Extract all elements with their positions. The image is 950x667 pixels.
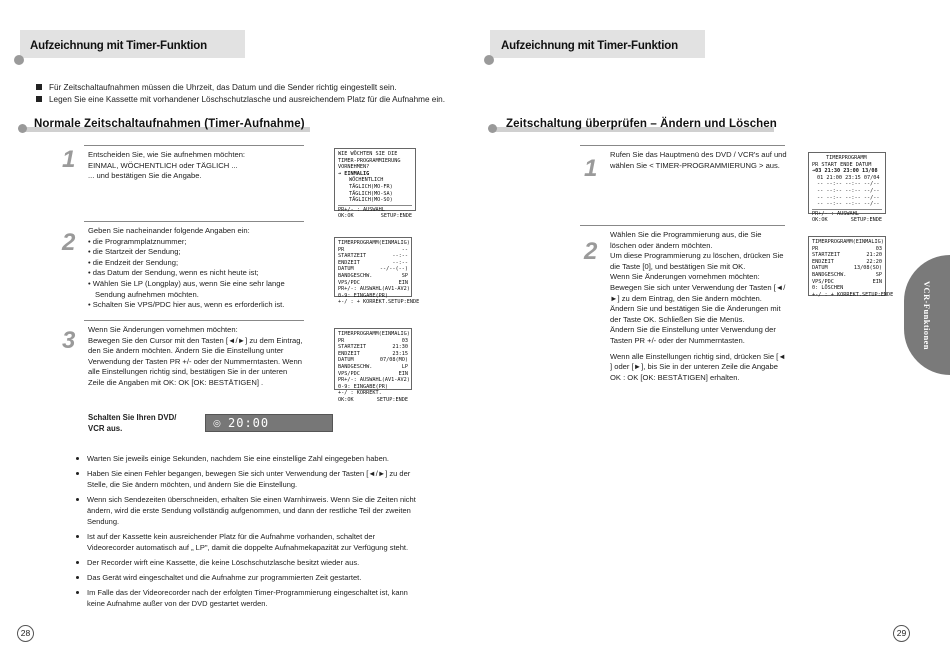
page-number-right: 29	[893, 625, 910, 642]
left-header-dot	[14, 55, 24, 65]
step-number: 2	[584, 238, 598, 265]
step-divider	[84, 221, 304, 222]
dot-bullet-icon	[76, 561, 79, 564]
arrow-right-icon: ➜	[338, 170, 345, 177]
arrow-right-icon: ➜	[812, 168, 816, 175]
list-item: Das Gerät wird eingeschaltet und die Aufnahme zur programmierten Zeit gestartet.	[76, 572, 416, 583]
step-3-text: Wenn Sie Änderungen vornehmen möchten: Bewegen Sie den Cursor mit den Tasten [◄/►] zu dem Eintrag, den Sie ändern möchten. Ändern Sie die Einstellung unter Verwendung der Tasten PR +/- oder der Nummerntasten. Wenn alle Einstellungen richtig sind, bestätigen Sie in der unteren Zeile die Angaben mit OK: OK [OK: BESTÄTIGEN] .	[88, 325, 303, 387]
intro-bullet: Für Zeitschaltaufnahmen müssen die Uhrzeit, das Datum und die Sender richtig eingestellt sein.	[36, 82, 397, 94]
osd-screen-timer-list: TIMERPROGRAMM PR START ENDE DATUM ➜03 21:30 23:00 13/08 01 21:00 23:15 07/04 -- --:-- --:-- --/-- -- --:-- --:-- --/-- -- --:-- --:-- --/-- -- --:-- --:-- --/-- PR+/- : AUSWAHL OK:OK SETUP:ENDE	[808, 152, 886, 214]
dot-bullet-icon	[76, 472, 79, 475]
list-item: Warten Sie jeweils einige Sekunden, nachdem Sie eine einstellige Zahl eingegeben haben.	[76, 453, 416, 464]
osd-screen-timer-edit: TIMERPROGRAMM(EINMALIG) PR 03 STARTZEIT 21:20 ENDZEIT 22:20 DATUM 13/08(SO) BANDGESCHW. SP VPS/PDC EIN 0: LÖSCHEN +-/ : + KORREKT. SETUP:ENDE	[808, 236, 886, 296]
page-number-left: 28	[17, 625, 34, 642]
left-section-dot	[18, 124, 27, 133]
list-item: Im Falle das der Videorecorder nach der erfolgten Timer-Programmierung eingeschaltet ist, kann keine Aufnahme außer von der DVD gestartet werden.	[76, 587, 416, 609]
timer-clock-icon: ◎	[213, 418, 221, 428]
square-bullet-icon	[36, 84, 42, 90]
right-step-2-text: Wählen Sie die Programmierung aus, die Sie löschen oder ändern möchten. Um diese Programmierung zu löschen, drücken Sie die Taste [0], und bestätigen Sie mit OK. Wenn Sie Änderungen vornehmen möchten: Bewegen Sie sich unter Verwendung der Tasten [◄/►] zu dem Eintrag, den Sie ändern möchten. Ändern Sie und bestätigen Sie die Änderungen mit der Taste OK. Schließen Sie die Menüs. Ändern Sie die Einstellung unter Verwendung der Tasten PR +/- oder der Nummerntasten. Wenn alle Einstellungen richtig sind, drücken Sie [◄ ] oder [►], bis Sie in der unteren Zeile die Angabe OK : OK [OK: BESTÄTIGEN] erhalten.	[610, 230, 786, 382]
step-number: 1	[584, 155, 598, 182]
side-tab-vcr: VCR-Funktionen	[904, 255, 950, 375]
step-1-text: Entscheiden Sie, wie Sie aufnehmen möchten: EINMAL, WÖCHENTLICH oder TÄGLICH ... ... und bestätigen Sie die Angabe.	[88, 150, 246, 181]
switch-off-label: Schalten Sie Ihren DVD/ VCR aus.	[88, 413, 177, 433]
right-header-dot	[484, 55, 494, 65]
step-divider	[84, 145, 304, 146]
dot-bullet-icon	[76, 535, 79, 538]
list-item: Der Recorder wirft eine Kassette, die keine Löschschutzlasche besitzt wieder aus.	[76, 557, 416, 568]
square-bullet-icon	[36, 96, 42, 102]
osd-screen-timer-mode: WIE WÖCHTEN SIE DIE TIMER-PROGRAMMIERUNG VORNEHMEN? ➜ EINMALIG WÖCHENTLICH TÄGLICH(MO-FR) TÄGLICH(MO-SA) TÄGLICH(MO-SO) PR+/- : AUSWAHL OK:OK SETUP:ENDE	[334, 148, 416, 211]
step-divider	[84, 320, 304, 321]
osd-screen-timer-filled: TIMERPROGRAMM(EINMALIG) PR 03 STARTZEIT 21:30 ENDZEIT 23:15 DATUM 07/08(MO) BANDGESCHW. LP VPS/PDC EIN PR+/-: AUSWAHL(AV1-AV2) 0-9: EINGABE(PR) +-/ : KORREKT. OK:OK SETUP:ENDE	[334, 328, 412, 390]
step-number: 1	[62, 146, 76, 173]
list-item: Haben Sie einen Fehler begangen, bewegen Sie sich unter Verwendung der Tasten [◄/►] zu der Stelle, die Sie ändern möchten, und ändern Sie die Einstellung.	[76, 468, 416, 490]
osd-screen-timer-empty: TIMERPROGRAMM(EINMALIG) PR -- STARTZEIT --:-- ENDZEIT --:-- DATUM --/--(--) BANDGESCHW. SP VPS/PDC EIN PR+/-: AUSWAHL(AV1-AV2) 0-9: EINGABE(PR) +-/ : + KORREKT. SETUP:ENDE	[334, 237, 412, 297]
right-section-dot	[488, 124, 497, 133]
notes-list	[76, 453, 416, 613]
step-divider	[580, 225, 785, 226]
intro-bullet: Legen Sie eine Kassette mit vorhandener Löschschutzlasche und ausreichendem Platz für die Aufnahme ein.	[36, 94, 445, 106]
dvd-front-display	[205, 414, 333, 432]
list-item: Ist auf der Kassette kein ausreichender Platz für die Aufnahme vorhanden, schaltet der Videorecorder automatisch auf „ LP", damit die doppelte Aufnahmekapazität zur Verfügung steht.	[76, 531, 416, 553]
right-header-title: Aufzeichnung mit Timer-Funktion	[501, 40, 678, 52]
list-item: Wenn sich Sendezeiten überschneiden, erhalten Sie einen Warnhinweis. Wenn Sie die Zeiten nicht ändern, wird die erste Sendung vollständig aufgenommen, und dann der restliche Teil der zweiten Sendung.	[76, 494, 416, 527]
right-step-1-text: Rufen Sie das Hauptmenü des DVD / VCR's auf und wählen Sie < TIMER-PROGRAMMIERUNG > aus.	[610, 150, 787, 170]
dot-bullet-icon	[76, 591, 79, 594]
dot-bullet-icon	[76, 457, 79, 460]
step-2-text: Geben Sie nacheinander folgende Angaben ein: • die Programmplatznummer; • die Startzeit der Sendung; • die Endzeit der Sendung; • das Datum der Sendung, wenn es nicht heute ist; • Wählen Sie LP (Longplay) aus, wenn Sie eine sehr lange Sendung aufnehmen möchten. • Schalten Sie VPS/PDC hier aus, wenn es erforderlich ist.	[88, 226, 285, 310]
display-time: 20:00	[228, 416, 270, 430]
dot-bullet-icon	[76, 576, 79, 579]
step-number: 3	[62, 327, 76, 354]
right-section-title: Zeitschaltung überprüfen – Ändern und Löschen	[506, 118, 777, 130]
left-section-title: Normale Zeitschaltaufnahmen (Timer-Aufnahme)	[34, 118, 305, 130]
step-number: 2	[62, 229, 76, 256]
left-header-title: Aufzeichnung mit Timer-Funktion	[30, 40, 207, 52]
step-divider	[580, 145, 785, 146]
dot-bullet-icon	[76, 498, 79, 501]
